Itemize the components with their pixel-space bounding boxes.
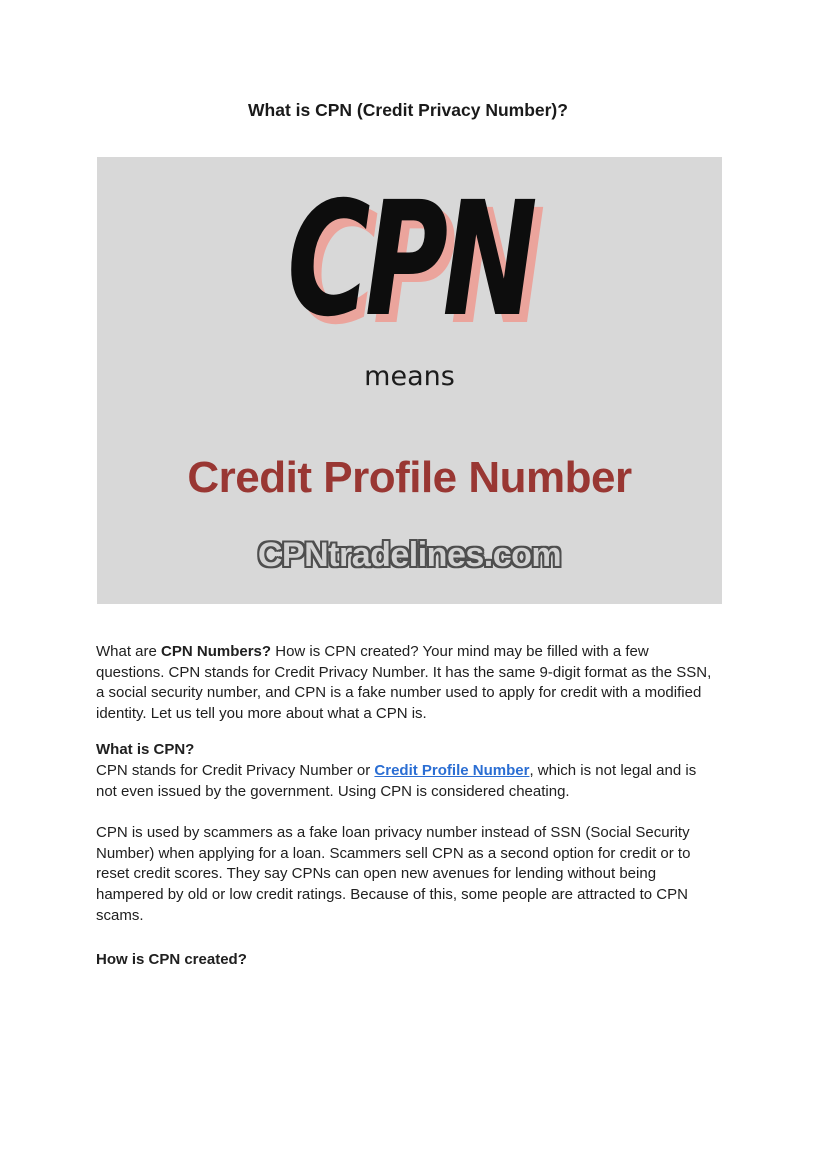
credit-profile-number-link[interactable]: Credit Profile Number	[374, 761, 530, 779]
intro-text-after-bold: How is CPN created? Your mind may be filled with a few questions. CPN stands for Credit Privacy Number. It has the same 9-digit format as the SSN, a social security number, and CPN is a fake number used to apply for credit with a modified identity. Let us tell you more about what a CPN is.	[96, 643, 712, 722]
what-is-cpn-text-before-link: CPN stands for Credit Privacy Number or	[96, 761, 375, 779]
heading-how-is-cpn-created: How is CPN created?	[96, 951, 247, 969]
hero-subtitle-text: Credit Profile Number	[187, 453, 632, 502]
hero-watermark-text: CPNtradelines.com	[257, 536, 562, 574]
intro-bold-text: CPN Numbers?	[161, 643, 272, 660]
intro-paragraph	[96, 642, 720, 724]
heading-what-is-cpn: What is CPN?	[96, 741, 195, 759]
intro-text-before-bold: What are	[96, 643, 162, 660]
what-is-cpn-paragraph	[96, 761, 720, 802]
hero-cpn-logo-text: CPN	[287, 168, 532, 352]
cpn-hero-image	[97, 157, 722, 604]
scammers-paragraph: CPN is used by scammers as a fake loan privacy number instead of SSN (Social Security Number) when applying for a loan. Scammers sell CPN as a second option for credit or to reset credit scores. They say CPNs can open new avenues for lending without being hampered by old or low credit ratings. Because of this, some people are attracted to CPN scams.	[96, 824, 691, 924]
document-page	[0, 99, 816, 971]
hero-means-text: means	[364, 361, 455, 392]
what-is-cpn-text-after-link: , which is not legal and is not even issued by the government. Using CPN is considered cheating.	[96, 761, 697, 800]
page-title: What is CPN (Credit Privacy Number)?	[248, 100, 568, 120]
